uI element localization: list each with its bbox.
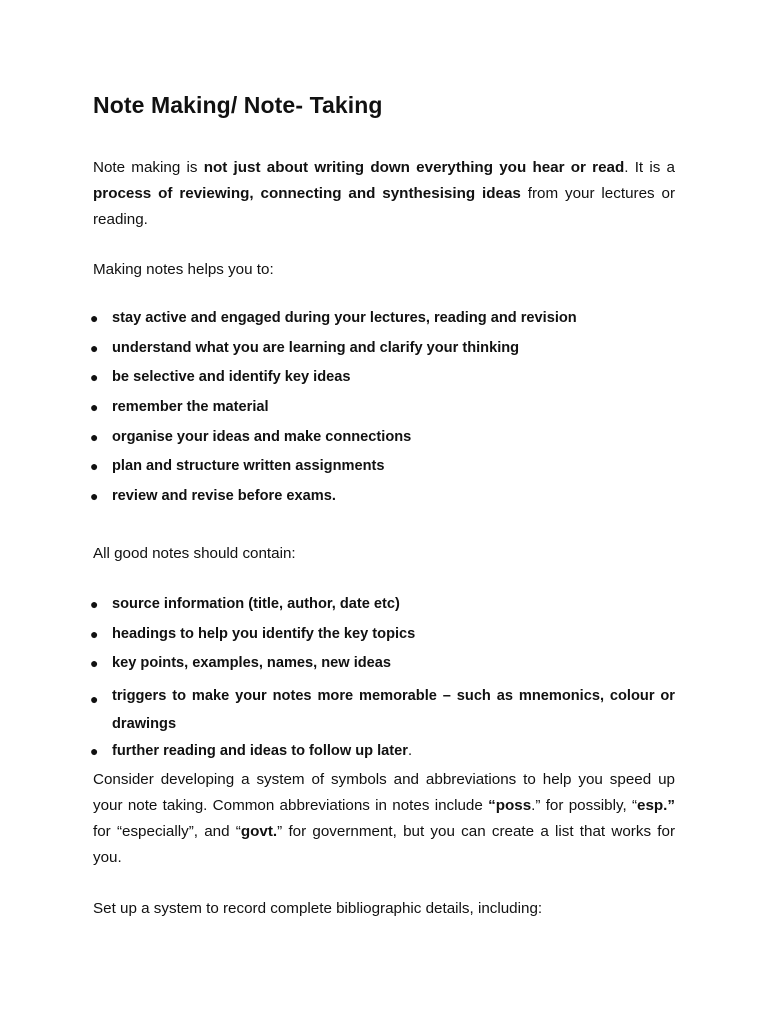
list-item-text: headings to help you identify the key topics [112, 625, 416, 642]
list-item [90, 652, 675, 682]
list-item [90, 593, 675, 623]
list-item [90, 682, 675, 740]
list-item [90, 426, 675, 456]
contain-heading: All good notes should contain: [93, 545, 296, 562]
bullet-icon: ● [90, 399, 99, 416]
bullet-icon: ● [90, 625, 99, 642]
contain-list [90, 593, 675, 764]
list-item [90, 307, 675, 337]
bullet-icon: ● [90, 458, 99, 475]
bullet-icon: ● [90, 310, 99, 326]
list-item-text: key points, examples, names, new ideas [112, 655, 392, 672]
bullet-icon: ● [90, 691, 99, 708]
list-item [90, 337, 675, 367]
symbols-bold-poss: “poss [488, 797, 532, 814]
list-item [90, 396, 675, 426]
list-item-text: triggers to make your notes more memorable – such as mnemonics, colour or drawings [112, 688, 675, 733]
symbols-bold-esp: esp.” [637, 797, 675, 814]
bullet-icon: ● [90, 743, 99, 760]
bullet-icon: ● [90, 655, 99, 672]
intro-text-3: from your lectures or reading. [93, 185, 676, 228]
list-item-text: organise your ideas and make connections [112, 428, 412, 445]
intro-text-2: . It is a [624, 159, 676, 176]
symbols-text-1: Consider developing a system of symbols and abbreviations to help you speed up your note taking. Common abbreviations in notes include [93, 771, 675, 814]
intro-bold-1: not just about writing down everything you hear or read [203, 159, 625, 176]
list-item-text: further reading and ideas to follow up later [112, 743, 408, 760]
list-item [90, 366, 675, 396]
intro-bold-2: process of reviewing, connecting and synthesising ideas [93, 185, 521, 202]
list-item-text: understand what you are learning and clarify your thinking [112, 339, 520, 356]
symbols-text-2: .” for possibly, “ [531, 797, 638, 814]
list-item [90, 623, 675, 653]
bullet-icon: ● [90, 369, 99, 386]
abbreviations-paragraph [93, 767, 675, 871]
bullet-icon: ● [90, 339, 99, 356]
intro-text-1: Note making is [93, 159, 204, 176]
list-item [90, 740, 675, 764]
symbols-text-3: for “especially”, and “ [93, 823, 241, 840]
symbols-text-4: ” for government, but you can create a list that works for you. [93, 823, 676, 866]
helps-list [90, 307, 675, 515]
intro-paragraph [93, 155, 675, 233]
list-item-text: review and revise before exams. [112, 488, 336, 505]
page-title: Note Making/ Note- Taking [93, 92, 383, 118]
list-item-text: remember the material [112, 399, 269, 416]
bullet-icon: ● [90, 428, 99, 445]
symbols-bold-govt: govt. [240, 823, 278, 840]
bullet-icon: ● [90, 488, 99, 505]
list-item-text: source information (title, author, date etc) [112, 596, 400, 612]
list-item-suffix: . [407, 743, 413, 760]
helps-heading: Making notes helps you to: [93, 261, 274, 278]
list-item [90, 485, 675, 515]
list-item [90, 455, 675, 485]
bibliographic-paragraph: Set up a system to record complete bibliographic details, including: [93, 900, 543, 917]
list-item-text: plan and structure written assignments [112, 458, 385, 475]
bullet-icon: ● [90, 596, 99, 612]
list-item-text: stay active and engaged during your lectures, reading and revision [112, 310, 577, 326]
list-item-text: be selective and identify key ideas [112, 369, 351, 386]
